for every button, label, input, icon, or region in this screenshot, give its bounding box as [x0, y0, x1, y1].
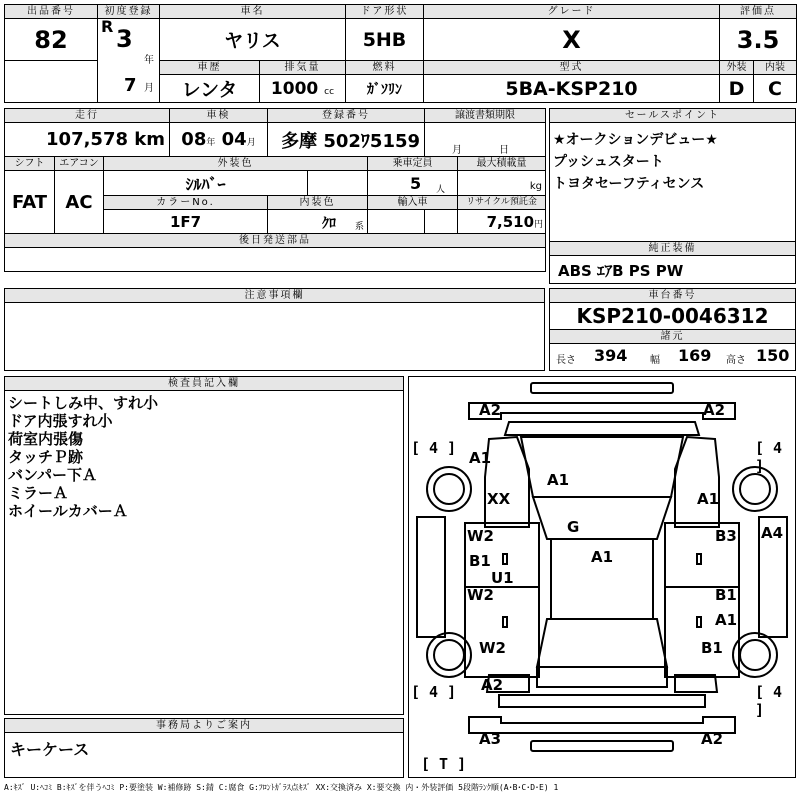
lot-blank: [5, 61, 98, 103]
mileage-value: [5, 123, 170, 157]
front-left-bumper-mark: A2: [479, 401, 502, 419]
displacement-label: 排気量: [260, 61, 346, 75]
interior-color-unit: 系: [355, 222, 365, 232]
shift-value: FAT: [5, 171, 55, 234]
capacity-value: [368, 171, 458, 196]
color-label: 外装色: [104, 157, 368, 171]
inspection-label: 車検: [170, 109, 268, 123]
recycle-label: リサイクル預託金: [458, 196, 546, 210]
displacement-number: 1000: [270, 78, 319, 99]
color-value: ｼﾙﾊﾞｰ: [104, 171, 308, 196]
transfer-day-unit: 日: [499, 145, 510, 156]
right-front-door-mark: B3: [715, 527, 737, 545]
trunk-mark: [ T ]: [421, 755, 467, 773]
later-parts-label: 後日発送部品: [5, 234, 546, 248]
sales-point-item: トヨタセーフティセンス: [553, 176, 705, 192]
inspector-line: バンパー下Ａ: [8, 466, 97, 484]
interior-grade: C: [754, 75, 797, 103]
exterior-grade: D: [720, 75, 754, 103]
office-label: 事務局よりご案内: [5, 719, 403, 733]
lot-label: 出品番号: [5, 5, 98, 19]
car-diagram: [409, 377, 795, 777]
first-reg-label: 初度登録: [98, 5, 160, 19]
office-box: [4, 718, 404, 778]
inspector-line: シートしみ中、すれ小: [8, 394, 159, 412]
capacity-label: 乗車定員: [368, 157, 458, 171]
score-value: 3.5: [720, 19, 797, 61]
grade-label: グレード: [424, 5, 720, 19]
insp-month: 04: [221, 129, 247, 150]
right-rear-door-a-mark: A1: [715, 611, 738, 629]
recycle-number: 7,510: [486, 212, 535, 231]
left-fender-mark: A1: [469, 449, 492, 467]
inspector-line: 荷室内張傷: [8, 430, 84, 448]
chassis-number: KSP210-0046312: [550, 303, 795, 330]
left-front-door-b-mark: B1: [469, 552, 491, 570]
first-registration: [98, 19, 160, 103]
lot-number: 82: [5, 19, 98, 61]
history-label: 車歴: [160, 61, 260, 75]
mileage-number: 107,578: [46, 129, 128, 150]
car-diagram-box: [408, 376, 796, 778]
era: R: [101, 18, 114, 36]
legend: A:ｷｽﾞ U:ﾍｺﾐ B:ｷｽﾞを伴うﾍｺﾐ P:要塗装 W:補修跡 S:錆 C:腐食 G:ﾌﾛﾝﾄｶﾞﾗｽ点ｷｽﾞ XX:交換済み X:要交換 内・外装評価 5段階ﾗﾝｸ順(A･B･C･D･E) 1: [4, 783, 559, 792]
displacement-value: [260, 75, 346, 103]
interior-label: 内装: [754, 61, 797, 75]
plate-label: 登録番号: [268, 109, 425, 123]
notes-box: [4, 288, 545, 371]
length-label: 長さ: [556, 355, 576, 366]
hood-mark: A1: [547, 471, 570, 489]
inspector-box: [4, 376, 404, 715]
rear-right-bumper-mark: A2: [701, 730, 724, 748]
spec-values: [550, 344, 795, 368]
door-label: ドア形状: [346, 5, 424, 19]
sales-point-item: プッシュスタート: [553, 154, 664, 170]
equipment-label: 純正装備: [550, 242, 795, 256]
height-value: 150: [756, 346, 790, 365]
ac-value: AC: [55, 171, 104, 234]
displacement-unit: cc: [324, 86, 335, 97]
sales-point-label: セールスポイント: [550, 109, 795, 123]
transfer-label: 譲渡書類期限: [425, 109, 546, 123]
color-no-value: 1F7: [104, 210, 268, 234]
windshield-mark: XX: [487, 490, 511, 508]
right-rear-door-b-mark: B1: [715, 586, 737, 604]
grade-value: X: [424, 19, 720, 61]
right-side-mark: A4: [761, 524, 784, 542]
inspector-line: ミラーＡ: [8, 484, 69, 502]
ac-label: エアコン: [55, 157, 104, 171]
load-unit: kg: [529, 181, 543, 192]
width-label: 幅: [650, 355, 660, 366]
capacity-number: 5: [410, 174, 422, 193]
mileage-unit: km: [134, 129, 166, 150]
sales-point-list: [550, 123, 795, 195]
plate-value: 多摩 502ﾜ5159: [268, 123, 425, 157]
recycle-value: [458, 210, 546, 234]
chassis-label: 車台番号: [550, 289, 795, 303]
month-unit: 月: [144, 83, 154, 94]
car-name: ヤリス: [160, 19, 346, 61]
tire-rear-right: [ 4 ]: [755, 683, 783, 719]
tire-front-left: [ 4 ]: [411, 439, 457, 457]
color-blank: [308, 171, 368, 196]
sales-point-box: [549, 108, 796, 242]
import-label: 輸入車: [368, 196, 458, 210]
insp-month-unit: 月: [246, 138, 256, 148]
inspector-lines: [5, 391, 403, 523]
shift-label: シフト: [5, 157, 55, 171]
sales-point-item: ★オークションデビュー★: [553, 132, 718, 148]
equipment-box: [549, 241, 796, 284]
length-value: 394: [594, 346, 628, 365]
interior-color-label: 内装色: [268, 196, 368, 210]
door-type: 5HB: [346, 19, 424, 61]
inspector-line: ドア内張すれ小: [8, 412, 113, 430]
inspector-label: 検査員記入欄: [5, 377, 403, 391]
tire-front-right: [ 4 ]: [755, 439, 783, 475]
right-rear-fender-mark: B1: [701, 639, 723, 657]
height-label: 高さ: [726, 355, 746, 366]
model-value: 5BA-KSP210: [424, 75, 720, 103]
exterior-label: 外装: [720, 61, 754, 75]
left-front-door-w-mark: W2: [467, 527, 494, 545]
front-right-bumper-mark: A2: [703, 401, 726, 419]
recycle-unit: 円: [534, 219, 544, 230]
insp-year-unit: 年: [206, 138, 216, 148]
office-value: キーケース: [10, 740, 90, 759]
roof-mark: A1: [591, 548, 614, 566]
equipment-value: ABS ｴｱB PS PW: [558, 262, 684, 280]
right-fender-mark: A1: [697, 490, 720, 508]
score-label: 評価点: [720, 5, 797, 19]
left-rear-door-mark: W2: [467, 586, 494, 604]
color-no-label: カラーNo.: [104, 196, 268, 210]
year-unit: 年: [144, 55, 154, 66]
left-u-mark: U1: [491, 569, 514, 587]
reg-year: 3: [116, 25, 133, 53]
transfer-value: [425, 123, 546, 157]
history-value: レンタ: [160, 75, 260, 103]
insp-year: 08: [181, 129, 207, 150]
car-name-label: 車名: [160, 5, 346, 19]
rear-left-bumper-mark: A3: [479, 730, 502, 748]
inspection-value: [170, 123, 268, 157]
left-rear-fender-mark: W2: [479, 639, 506, 657]
spec-label: 諸元: [550, 330, 795, 344]
load-value: [458, 171, 546, 196]
transfer-month-unit: 月: [452, 145, 463, 156]
glass-mark: G: [567, 518, 580, 536]
import-blank-2: [425, 210, 458, 234]
capacity-unit: 人: [436, 185, 446, 195]
inspector-line: ホイールカバーＡ: [8, 502, 128, 520]
reg-month: 7: [124, 75, 137, 96]
interior-color-text: ｸﾛ: [322, 216, 337, 232]
width-value: 169: [678, 346, 712, 365]
mileage-label: 走行: [5, 109, 170, 123]
tire-rear-left: [ 4 ]: [411, 683, 457, 701]
chassis-box: [549, 288, 796, 371]
notes-label: 注意事項欄: [5, 289, 544, 303]
inspector-line: タッチＰ跡: [8, 448, 84, 466]
left-rear-lower-mark: A2: [481, 676, 504, 694]
load-label: 最大積載量: [458, 157, 546, 171]
import-blank-1: [368, 210, 425, 234]
model-label: 型式: [424, 61, 720, 75]
later-parts-value: [5, 248, 546, 272]
fuel-label: 燃料: [346, 61, 424, 75]
interior-color-value: [268, 210, 368, 234]
fuel-value: ｶﾞｿﾘﾝ: [346, 75, 424, 103]
